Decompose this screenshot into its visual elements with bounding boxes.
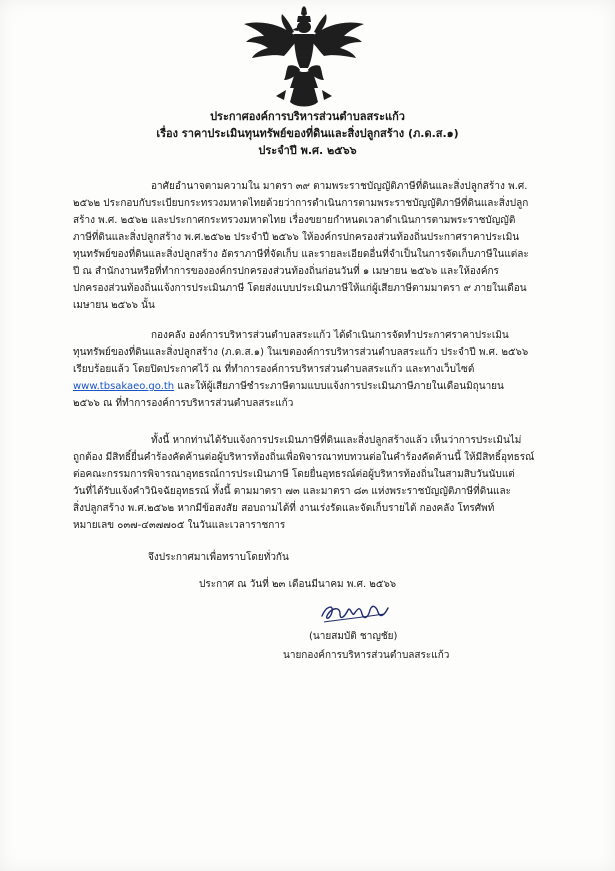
- para3-line: ถูกต้อง มีสิทธิ์ยื่นคำร้องคัดค้านต่อผู้บริหารท้องถิ่นเพื่อพิจารณาทบทวนต่อในคำร้องคัดค้านนี้ ให้มีสิทธิ์อุทธรณ์: [73, 452, 535, 463]
- para2-line: กองคลัง องค์การบริหารส่วนตำบลสระแก้ว ได้ดำเนินการจัดทำประกาศราคาประเมิน: [151, 330, 509, 341]
- paragraph-announcement: [73, 327, 565, 412]
- para1-line: ภาษีที่ดินและสิ่งปลูกสร้าง พ.ศ.๒๕๖๒ ประจำปี ๒๕๖๖ ให้องค์กรปกครองส่วนท้องถิ่นประกาศราคาประเมิน: [73, 232, 520, 243]
- para2-after-link: และให้ผู้เสียภาษีชำระภาษีตามแบบแจ้งการประเมินภาษีภายในเดือนมิถุนายน: [174, 381, 504, 392]
- garuda-emblem: [240, 6, 368, 114]
- paragraph-authority: [73, 178, 565, 314]
- signer-name: (นายสมบัติ ชาญชัย): [309, 631, 398, 642]
- announcement-date: ประกาศ ณ วันที่ ๒๓ เดือนมีนาคม พ.ศ. ๒๕๖๖: [199, 579, 397, 590]
- para1-line: ปกครองส่วนท้องถิ่นแจ้งการประเมินภาษี โดยส่งแบบประเมินภาษีให้แก่ผู้เสียภาษีตามมาตรา ๙ ภายในเดือน: [73, 283, 527, 294]
- para1-line: ทุนทรัพย์ของที่ดินและสิ่งปลูกสร้าง อัตราภาษีที่จัดเก็บ และรายละเอียดอื่นที่จำเป็นในการจัดเก็บภาษีในแต่ละ: [73, 249, 529, 260]
- closing-statement: จึงประกาศมาเพื่อทราบโดยทั่วกัน: [148, 552, 289, 563]
- para2-line-with-link: [73, 378, 565, 395]
- paragraph-appeal: [73, 432, 565, 534]
- org-title: ประกาศองค์การบริหารส่วนตำบลสระแก้ว: [210, 110, 405, 123]
- para1-line: สร้าง พ.ศ. ๒๕๖๒ และประกาศกระทรวงมหาดไทย เรื่องขยายกำหนดเวลาดำเนินการตามพระราชบัญญัติ: [73, 215, 516, 226]
- para2-line: ทุนทรัพย์ของที่ดินและสิ่งปลูกสร้าง (ภ.ด.ส.๑) ในเขตองค์การบริหารส่วนตำบลสระแก้ว ประจำปี พ.ศ. ๒๕๖๖: [73, 347, 529, 358]
- para1-line: อาศัยอำนาจตามความใน มาตรา ๓๙ ตามพระราชบัญญัติภาษีที่ดินและสิ่งปลูกสร้าง พ.ศ.: [151, 181, 528, 192]
- document-subject: เรื่อง ราคาประเมินทุนทรัพย์ของที่ดินและสิ่งปลูกสร้าง (ภ.ด.ส.๑): [156, 127, 459, 140]
- para1-line: ๒๕๖๒ ประกอบกับระเบียบกระทรวงมหาดไทยด้วยว่าการดำเนินการตามพระราชบัญญัติภาษีที่ดินและสิ่งปลูก: [73, 198, 529, 209]
- para1-line: ปี ณ สำนักงานหรือที่ทำการขององค์กรปกครองส่วนท้องถิ่นก่อนวันที่ ๑ เมษายน ๒๕๖๖ และให้องค์กร: [73, 266, 499, 277]
- para2-line: เรียบร้อยแล้ว โดยปิดประกาศไว้ ณ ที่ทำการองค์การบริหารส่วนตำบลสระแก้ว และทางเว็บไซต์: [73, 364, 475, 375]
- para2-line: ๒๕๖๖ ณ ที่ทำการองค์การบริหารส่วนตำบลสระแก้ว: [73, 398, 294, 409]
- para3-line: วันที่ได้รับแจ้งคำวินิจฉัยอุทธรณ์ ทั้งนี้ ตามมาตรา ๗๓ และมาตรา ๘๓ แห่งพระราชบัญญัติภาษีที่ดินและ: [73, 486, 511, 497]
- website-link[interactable]: www.tbsakaeo.go.th: [73, 381, 175, 392]
- signer-title: นายกองค์การบริหารส่วนตำบลสระแก้ว: [283, 650, 450, 661]
- fiscal-year: ประจำปี พ.ศ. ๒๕๖๖: [258, 144, 357, 157]
- para3-line: ทั้งนี้ หากท่านได้รับแจ้งการประเมินภาษีที่ดินและสิ่งปลูกสร้างแล้ว เห็นว่าการประเมินไม่: [151, 435, 522, 446]
- para3-line: หมายเลข ๐๓๗-๔๓๗๗๐๕ ในวันและเวลาราชการ: [73, 520, 286, 531]
- para1-line: เมษายน ๒๕๖๖ นั้น: [73, 300, 155, 311]
- para3-line: ต่อคณะกรรมการพิจารณาอุทธรณ์การประเมินภาษี โดยยื่นอุทธรณ์ต่อผู้บริหารท้องถิ่นในสามสิบวันนับแต่: [73, 469, 515, 480]
- para3-line: สิ่งปลูกสร้าง พ.ศ.๒๕๖๒ หากมีข้อสงสัย สอบถามได้ที่ งานเร่งรัดและจัดเก็บรายได้ กองคลัง โทรศัพท์: [73, 503, 495, 514]
- handwritten-signature: [318, 598, 390, 628]
